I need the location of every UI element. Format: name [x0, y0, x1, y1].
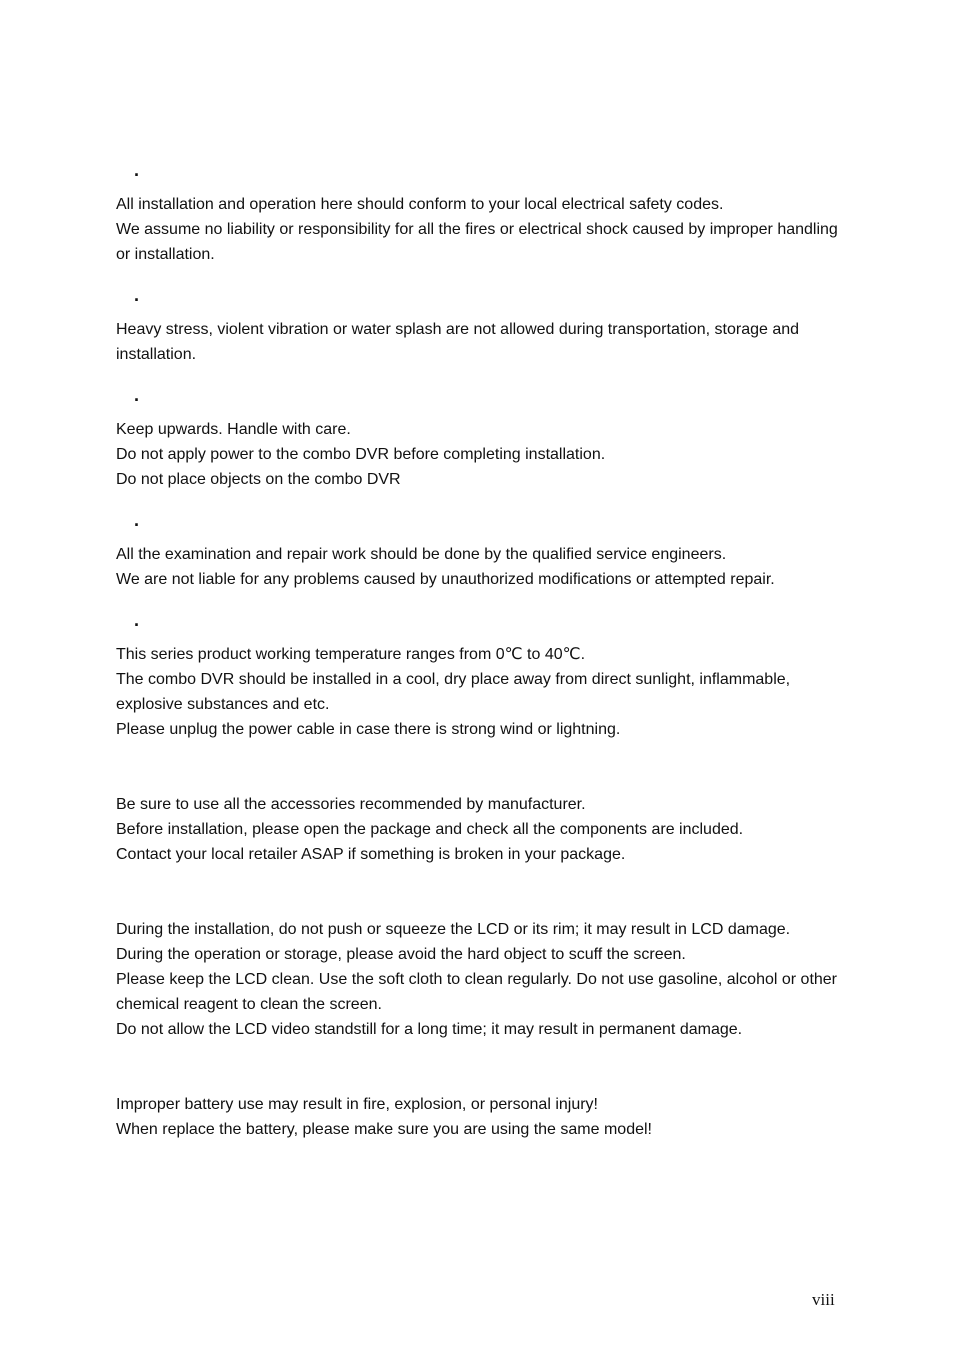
paragraph-line: Keep upwards. Handle with care. — [116, 421, 351, 438]
section-body — [116, 642, 856, 742]
paragraph-line: During the operation or storage, please avoid the hard object to scuff the screen. — [116, 946, 686, 963]
paragraph-line: Be sure to use all the accessories recommended by manufacturer. — [116, 796, 586, 813]
section-body — [116, 317, 856, 367]
section-bullet: . — [134, 610, 140, 630]
paragraph-line: All the examination and repair work should be done by the qualified service engineers. — [116, 546, 727, 563]
paragraph-line: We assume no liability or responsibility for all the fires or electrical shock caused by improper handling or installation. — [116, 221, 838, 263]
section-body — [116, 1092, 652, 1142]
paragraph-line: Do not allow the LCD video standstill for a long time; it may result in permanent damage. — [116, 1021, 743, 1038]
section-bullet: . — [134, 285, 140, 305]
paragraph-line: Contact your local retailer ASAP if something is broken in your package. — [116, 846, 626, 863]
paragraph-line: During the installation, do not push or squeeze the LCD or its rim; it may result in LCD damage. — [116, 921, 791, 938]
paragraph-line: Heavy stress, violent vibration or water splash are not allowed during transportation, storage and installation. — [116, 321, 800, 363]
paragraph-line: We are not liable for any problems caused by unauthorized modifications or attempted repair. — [116, 571, 775, 588]
section-bullet: . — [134, 385, 140, 405]
paragraph-line: Do not apply power to the combo DVR before completing installation. — [116, 446, 606, 463]
paragraph-line: The combo DVR should be installed in a cool, dry place away from direct sunlight, inflammable, explosive substances and etc. — [116, 671, 791, 713]
paragraph-line: This series product working temperature ranges from 0℃ to 40℃. — [116, 646, 586, 663]
section-body — [116, 417, 605, 492]
paragraph-line: Do not place objects on the combo DVR — [116, 471, 401, 488]
section-body — [116, 542, 775, 592]
paragraph-line: When replace the battery, please make sure you are using the same model! — [116, 1121, 652, 1138]
page-number: viii — [812, 1290, 835, 1309]
section-bullet: . — [134, 160, 140, 180]
paragraph-line: Please keep the LCD clean. Use the soft cloth to clean regularly. Do not use gasoline, alcohol or other chemical reagent to clean the screen. — [116, 971, 838, 1013]
paragraph-line: Before installation, please open the package and check all the components are included. — [116, 821, 744, 838]
section-body — [116, 192, 856, 267]
section-bullet: . — [134, 510, 140, 530]
paragraph-line: All installation and operation here should conform to your local electrical safety codes. — [116, 196, 724, 213]
paragraph-line: Improper battery use may result in fire, explosion, or personal injury! — [116, 1096, 598, 1113]
section-body — [116, 792, 743, 867]
section-body — [116, 917, 856, 1042]
paragraph-line: Please unplug the power cable in case there is strong wind or lightning. — [116, 721, 621, 738]
